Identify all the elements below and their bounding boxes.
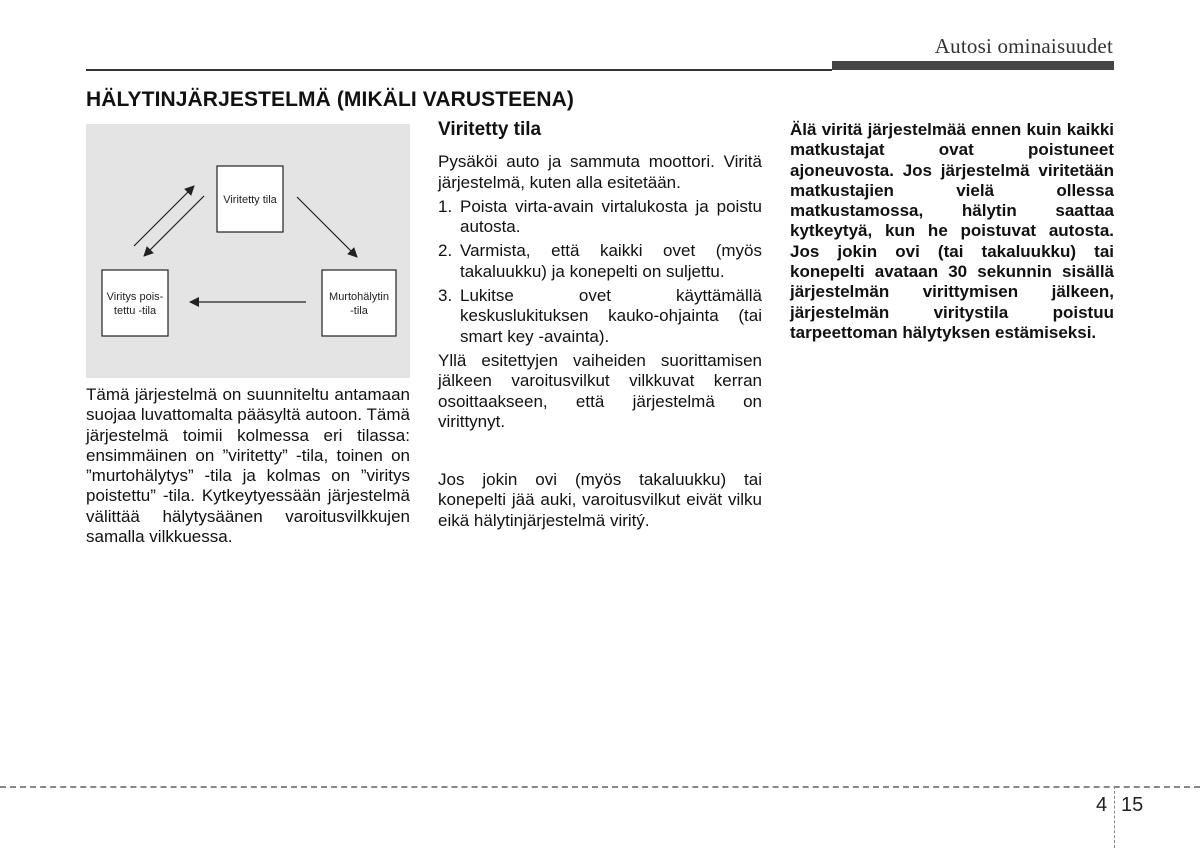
arrow-armed-to-alarm [297, 197, 357, 257]
state-diagram-svg [86, 124, 410, 378]
list-item [438, 286, 762, 347]
intro-paragraph: Tämä järjestelmä on suunniteltu antamaan suojaa luvattomalta pääsyltä autoon. Tämä järjestelmä toimii kolmessa eri tilassa: ensimmäinen on ”viritetty” -tila, toinen on ”murtohälytys” -tila ja kolmas on ”viritys poistettu” -tila. Kytkeytyessään järjestelmä välittää hälytysäänen varoitusvilkkujen samalla vilkkuessa. [86, 385, 410, 547]
footer-dashed-divider [1114, 786, 1115, 848]
state-label-armed: Viritetty tila [223, 194, 277, 206]
state-label-alarm-1: Murtohälytin [329, 291, 389, 303]
chapter-title: Autosi ominaisuudet [934, 34, 1113, 58]
state-box-alarm [322, 270, 396, 336]
arming-steps-list [438, 197, 762, 347]
paragraph-spacer [438, 432, 762, 470]
list-item [438, 197, 762, 238]
after-steps-paragraph: Yllä esitettyjen vaiheiden suorittamisen jälkeen varoitusvilkut vilkkuvat kerran osoittaakseen, että järjestelmä on virittynyt. [438, 350, 762, 431]
section-title: HÄLYTINJÄRJESTELMÄ (MIKÄLI VARUSTEENA) [86, 88, 574, 111]
warning-paragraph: Älä viritä järjestelmää ennen kuin kaikki matkustajat ovat poistuneet ajoneuvosta. Jos järjestelmä viritetään matkustajien vielä ollessa matkustamossa, hälytin saattaa kytkeytyä, kun he poistuvat autosta. Jos jokin ovi (tai takaluukku) tai konepelti avataan 30 sekunnin sisällä järjestelmän virittymisen jälkeen, järjestelmän viritystila poistuu tarpeettoman hälytyksen estämiseksi. [790, 120, 1114, 342]
state-label-disarmed-1: Viritys pois- [106, 291, 164, 303]
footer-dashed-rule [0, 786, 1200, 788]
armed-intro-paragraph: Pysäköi auto ja sammuta moottori. Viritä järjestelmä, kuten alla esitetään. [438, 152, 762, 192]
step-number: 2. [438, 241, 453, 261]
step-number: 1. [438, 196, 453, 216]
state-label-alarm-2: -tila [350, 305, 368, 317]
state-label-disarmed-2: tettu -tila [113, 305, 157, 317]
arrow-disarmed-to-armed [134, 186, 194, 246]
step-text: Poista virta-avain virtalukosta ja poistu autosta. [460, 196, 762, 237]
state-box-disarmed [102, 270, 168, 336]
chapter-number: 4 [1096, 794, 1108, 816]
arrow-armed-to-disarmed [144, 196, 204, 256]
open-door-note-paragraph: Jos jokin ovi (myös takaluukku) tai konepelti jää auki, varoitusvilkut eivät vilku eikä hälytinjärjestelmä viritý. [438, 470, 762, 530]
page-number: 15 [1121, 794, 1144, 816]
state-diagram [86, 124, 410, 378]
header-rule [86, 69, 832, 71]
armed-mode-column [438, 120, 762, 531]
list-item [438, 241, 762, 282]
step-text: Lukitse ovet käyttämällä keskuslukituksen kauko-ohjainta (tai smart key -avainta). [460, 286, 762, 346]
step-number: 3. [438, 286, 453, 306]
header-rule-accent [832, 61, 1114, 70]
subheading-armed-mode: Viritetty tila [438, 119, 542, 140]
step-text: Varmista, että kaikki ovet (myös takaluukku) ja konepelti on suljettu. [460, 241, 762, 281]
